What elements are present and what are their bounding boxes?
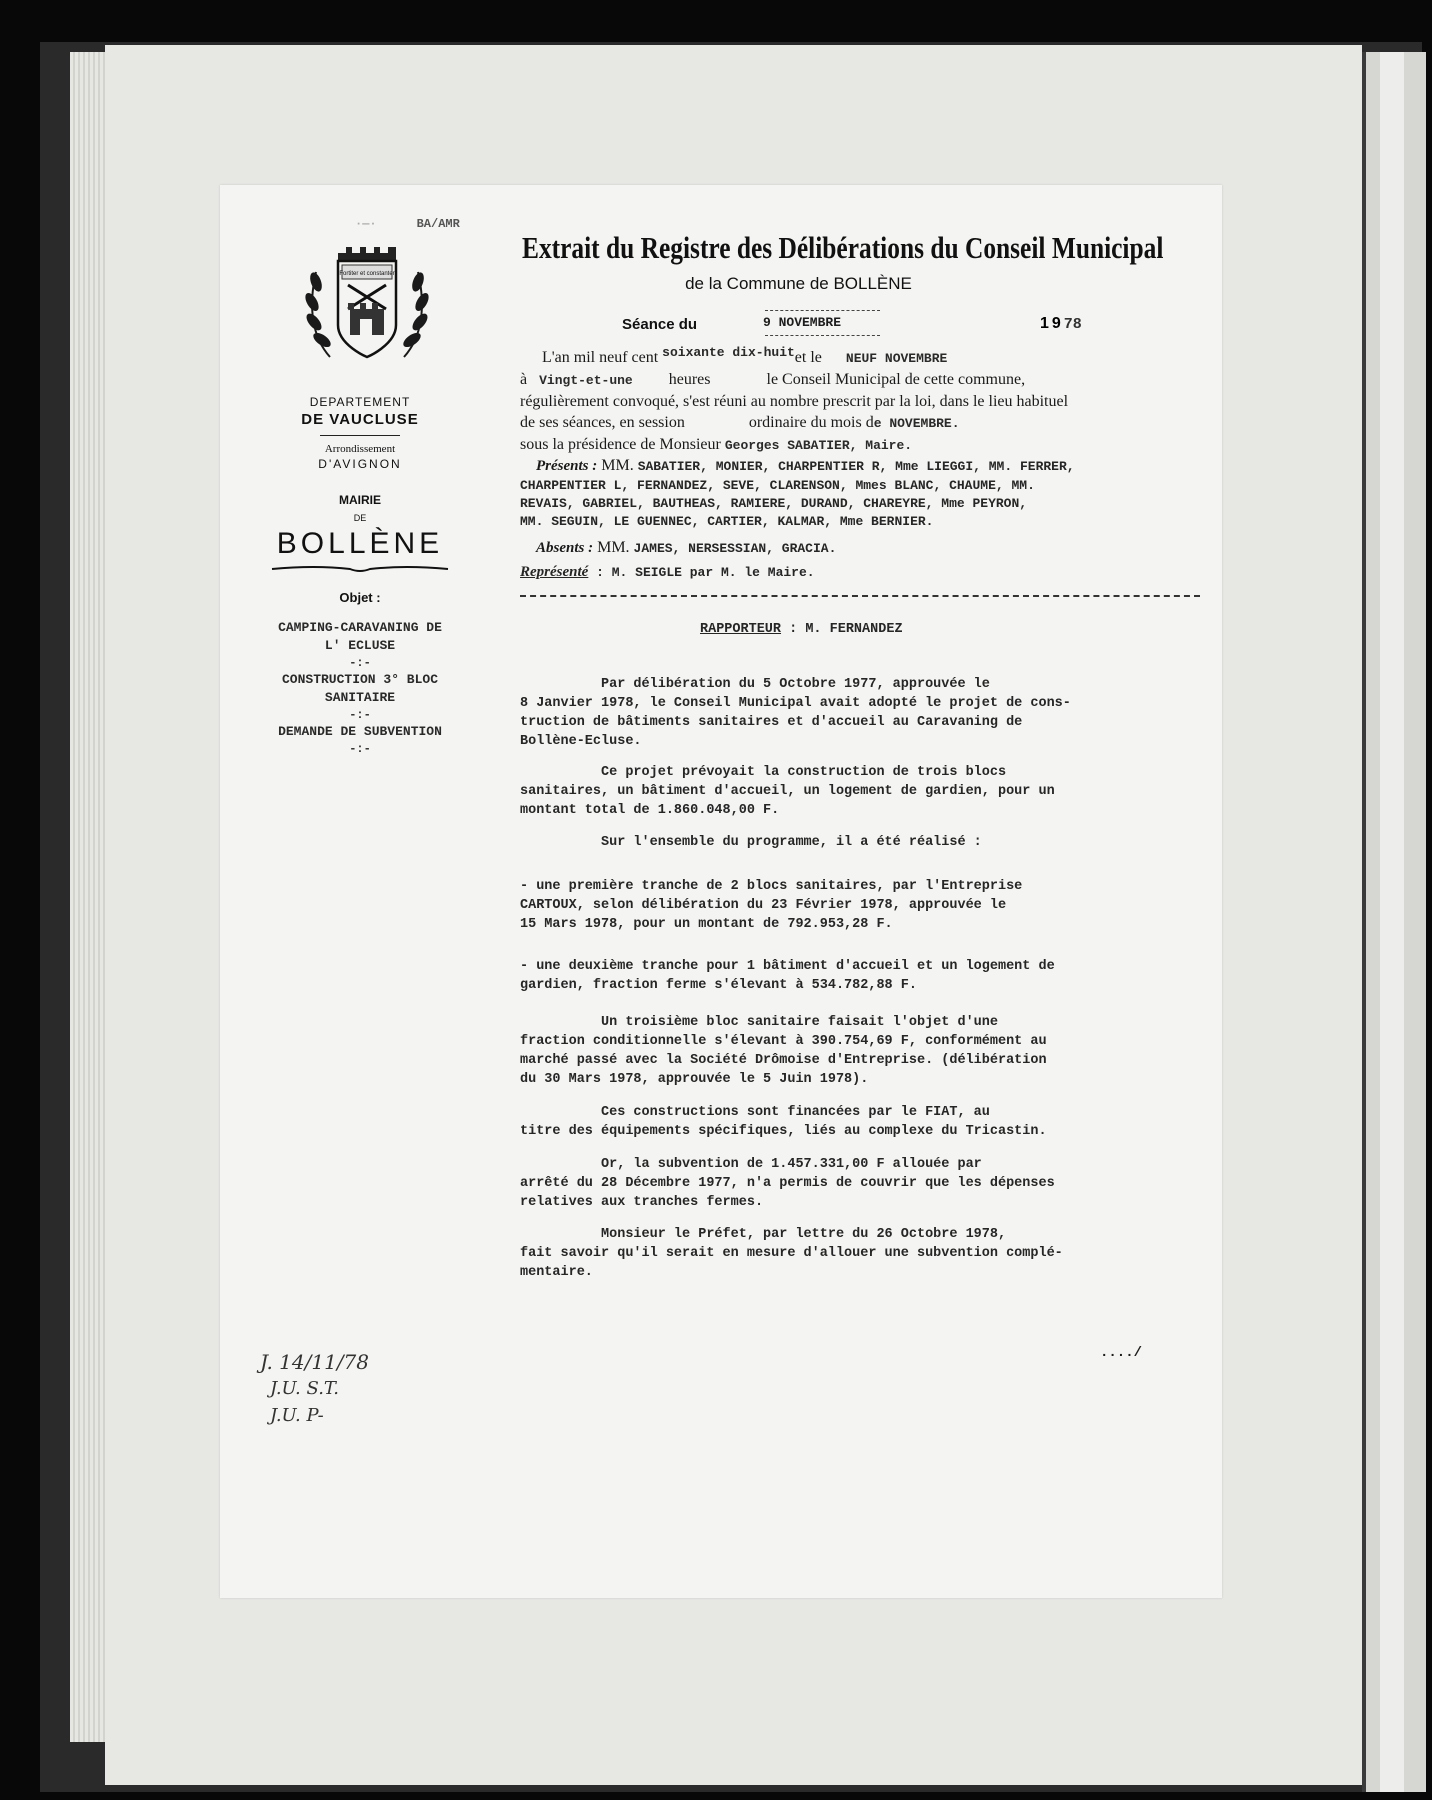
absents-block: Absents : MM. JAMES, NERSESSIAN, GRACIA.	[536, 539, 837, 556]
handwritten-note: J.U. P-	[270, 1405, 324, 1426]
svg-text:Fortiter et constanter: Fortiter et constanter	[339, 271, 395, 277]
seance-year: 1978	[1040, 315, 1082, 333]
preamble: L'an mil neuf cent $^{soixante dix-huit}$et le NEUF NOVEMBRE à Vingt-et-une heures le Conseil Municipal de cette commune, régulièrement convoqué, s'est réuni au nombre prescrit par la loi, dans le lieu habituel de ses séances, en session ordinaire du mois de NOVEMBRE. sous la présidence de Monsieur Georges SABATIER, Maire.	[520, 345, 1069, 453]
mairie-label: MAIRIE	[339, 493, 381, 507]
paragraph: Ces constructions sont financées par le FIAT, au titre des équipements spécifiques, liés au complexe du Tricastin.	[520, 1105, 1047, 1139]
section-divider	[520, 595, 1200, 597]
divider	[320, 435, 400, 436]
flourish-icon	[270, 563, 450, 575]
rapporteur-line: RAPPORTEUR : M. FERNANDEZ	[700, 622, 903, 637]
paragraph: - une première tranche de 2 blocs sanitaires, par l'Entreprise CARTOUX, selon délibération du 23 Février 1978, approuvée le 15 Mars 1978, pour un montant de 792.953,28 F.	[520, 879, 1023, 932]
date-rule-bottom	[765, 335, 880, 336]
paragraph: - une deuxième tranche pour 1 bâtiment d'accueil et un logement de gardien, fraction ferme s'élevant à 534.782,88 F.	[520, 959, 1055, 993]
deliberation-extract	[220, 185, 1222, 1598]
separator: -:-	[349, 742, 371, 756]
objet-line: CONSTRUCTION 3° BLOC	[281, 672, 439, 687]
handwritten-note: J.U. S.T.	[270, 1378, 339, 1399]
seance-date: 9 NOVEMBRE	[763, 315, 842, 330]
objet-line: DEMANDE DE SUBVENTION	[278, 724, 442, 739]
paragraph: Ce projet prévoyait la construction de trois blocs sanitaires, un bâtiment d'accueil, un logement de gardien, pour un montant total de 1.860.048,00 F.	[520, 765, 1055, 818]
paragraph: Sur l'ensemble du programme, il a été réalisé :	[520, 835, 982, 850]
document-title: Extrait du Registre des Délibérations du Conseil Municipal	[522, 230, 1164, 265]
paragraph: Monsieur le Préfet, par lettre du 26 Octobre 1978, fait savoir qu'il serait en mesure d'allouer une subvention complé- mentaire.	[520, 1227, 1063, 1280]
handwritten-note: J. 14/11/78	[260, 1350, 370, 1374]
departement-name: DE VAUCLUSE	[301, 411, 419, 428]
de-label: DE	[353, 513, 367, 523]
separator: -:-	[349, 708, 371, 722]
departement-label: DEPARTEMENT	[309, 395, 411, 409]
date-rule-top	[765, 310, 880, 311]
objet-line: CAMPING-CARAVANING DE	[278, 620, 442, 635]
presents-block: Présents : MM. SABATIER, MONIER, CHARPENTIER R, Mme LIEGGI, MM. FERRER, CHARPENTIER L, FERNANDEZ, SEVE, CLARENSON, Mmes BLANC, CHAUME, MM. REVAIS, GABRIEL, BAUTHEAS, RAMIERE, DURAND, CHAREYRE, Mme PEYRON, MM. SEGUIN, LE GUENNEC, CARTIER, KALMAR, Mme BERNIER.	[520, 457, 1075, 529]
continuation-mark: ..../	[1100, 1345, 1143, 1361]
paragraph: Par délibération du 5 Octobre 1977, approuvée le 8 Janvier 1978, le Conseil Municipal avait adopté le projet de cons- truction de bâtiments sanitaires et d'accueil au Caravaning de Bollène-Ecluse.	[520, 677, 1071, 749]
objet-line: SANITAIRE	[324, 690, 396, 705]
arrondissement-label: Arrondissement	[324, 443, 396, 455]
objet-line: L' ECLUSE	[324, 638, 396, 653]
sidebar-header	[240, 395, 480, 757]
reference-code: ·—· BA/AMR	[355, 217, 460, 231]
opposite-page-edge	[1362, 52, 1426, 1792]
document-subtitle: de la Commune de BOLLÈNE	[685, 274, 912, 293]
separator: -:-	[349, 656, 371, 670]
arrondissement-name: D'AVIGNON	[318, 457, 402, 471]
objet-label: Objet :	[339, 590, 381, 605]
paragraph: Un troisième bloc sanitaire faisait l'objet d'une fraction conditionnelle s'élevant à 390.754,69 F, conformément au marché passé avec la Société Drômoise d'Entreprise. (délibération du 30 Mars 1978, approuvée le 5 Juin 1978).	[520, 1015, 1047, 1087]
city-crest-icon	[302, 247, 432, 367]
represente-block: Représenté : M. SEIGLE par M. le Maire.	[520, 564, 815, 580]
paragraph: Or, la subvention de 1.457.331,00 F allouée par arrêté du 28 Décembre 1977, n'a permis de couvrir que les dépenses relatives aux tranches fermes.	[520, 1157, 1055, 1210]
seance-label: Séance du	[622, 316, 698, 333]
commune-name: BOLLÈNE	[276, 527, 444, 560]
